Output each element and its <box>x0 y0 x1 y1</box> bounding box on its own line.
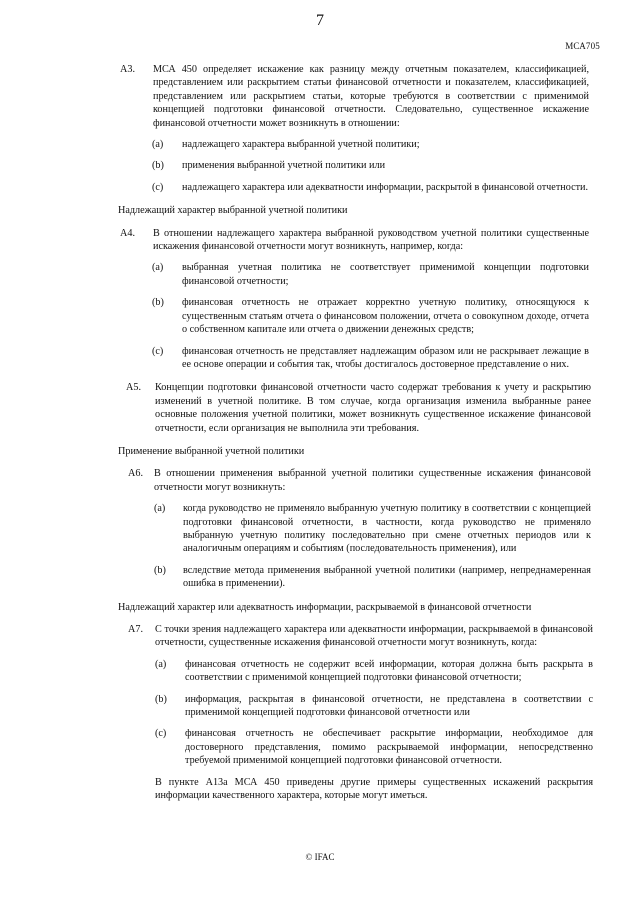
list-item <box>0 658 640 685</box>
item-text: финансовая отчетность не содержит всей информации, которая должна быть раскрыта в соответствии с применимой концепцией подготовки финансовой отчетности; <box>185 658 593 684</box>
section-heading: Применение выбранной учетной политики <box>118 445 305 457</box>
paragraph-text: В отношении применения выбранной учетной политики существенные искажения финансовой отчетности могут возникнуть: <box>154 468 591 493</box>
page-number: 7 <box>316 12 324 29</box>
list-item <box>0 502 640 556</box>
item-text: выбранная учетная политика не соответствует применимой концепции подготовки финансовой отчетности; <box>182 262 589 287</box>
paragraph-text: С точки зрения надлежащего характера или адекватности информации, раскрываемой в финансовой отчетности, существенные искажения финансовой отчетности могут возникнуть, когда: <box>155 624 593 649</box>
paragraph-text: В отношении надлежащего характера выбранной руководством учетной политики существенные искажения финансовой отчетности могут возникнуть, например, когда: <box>153 227 589 253</box>
item-label: (b) <box>152 297 164 309</box>
paragraph-number: A3. <box>120 64 135 75</box>
paragraph-a3 <box>0 63 640 194</box>
list-item <box>0 693 640 720</box>
list-item <box>0 261 640 288</box>
item-text: финансовая отчетность не обеспечивает раскрытие информации, необходимое для достоверного представления, помимо раскрываемой информации, непосредственно требуемой применимой концепцией подготовки финансовой отчетности. <box>185 728 593 767</box>
item-text: финансовая отчетность не отражает корректно учетную политику, относящуюся к существенным статьям отчета о финансовом положении, отчета о совокупном доходе, отчета о собственном капитале или отчета о движении денежных средств; <box>182 297 589 336</box>
section-heading: Надлежащий характер выбранной учетной политики <box>118 205 348 217</box>
paragraph-a7 <box>0 623 640 802</box>
item-text: применения выбранной учетной политики или <box>182 160 386 172</box>
paragraph-a6 <box>0 467 640 590</box>
list-item <box>0 727 640 767</box>
section-heading: Надлежащий характер или адекватность информации, раскрываемой в финансовой отчетности <box>118 601 532 613</box>
item-text: надлежащего характера выбранной учетной политики; <box>182 139 420 151</box>
item-label: (b) <box>152 160 164 172</box>
item-text: вследствие метода применения выбранной учетной политики (например, непреднамеренная ошибка в применении). <box>183 564 591 590</box>
item-text: когда руководство не применяло выбранную учетную политику в соответствии с концепцией подготовки финансовой отчетности, в частности, когда руководство не применяло выбранную учетную политику последовательно при смене отчетных периодов или к аналогичным операциям и событиям (последовательность применения), или <box>183 503 591 555</box>
item-label: (c) <box>155 728 167 740</box>
paragraph-number: A6. <box>128 468 143 480</box>
item-text: финансовая отчетность не представляет надлежащим образом или не раскрывает лежащие в ее основе операции и события так, чтобы достигалось достоверное представление о них. <box>182 345 589 370</box>
list-item <box>0 138 640 151</box>
item-label: (a) <box>155 658 167 670</box>
paragraph-a5 <box>0 381 640 435</box>
list-item <box>0 159 640 172</box>
paragraph-a4 <box>0 227 640 372</box>
item-list <box>0 261 640 371</box>
item-label: (c) <box>152 181 164 193</box>
item-label: (a) <box>154 503 166 515</box>
list-item <box>0 181 640 194</box>
item-list <box>0 138 640 194</box>
item-label: (a) <box>152 139 164 151</box>
paragraph-note: В пункте A13a МСА 450 приведены другие примеры существенных искажений раскрытия информации качественного характера, которые могут иметься. <box>155 776 593 802</box>
list-item <box>0 564 640 591</box>
paragraph-number: A5. <box>126 382 141 394</box>
item-text: надлежащего характера или адекватности информации, раскрытой в финансовой отчетности. <box>182 181 589 193</box>
list-item <box>0 345 640 372</box>
item-text: информация, раскрытая в финансовой отчетности, не представлена в соответствии с применимой концепцией подготовки финансовой отчетности или <box>185 693 593 719</box>
paragraph-number: A7. <box>128 624 143 635</box>
item-list <box>0 502 640 590</box>
document-code: МСА705 <box>565 41 600 51</box>
item-label: (c) <box>152 345 164 357</box>
list-item <box>0 296 640 336</box>
paragraph-text: МСА 450 определяет искажение как разницу между отчетным показателем, классификацией, представлением или раскрытием статьи финансовой отчетности и показателем, классификацией, представлением или раскрытием статьи, которые требуются в соответствии с применимой концепцией подготовки финансовой отчетности. Следовательно, существенное искажение финансовой отчетности может возникнуть в отношении: <box>153 64 589 129</box>
paragraph-number: A4. <box>120 227 135 239</box>
paragraph-text: Концепции подготовки финансовой отчетности часто содержат требования к учету и раскрытию изменений в учетной политике. В том случае, когда организация изменила выбранные ранее основные положения учетной политики, может возникнуть существенное искажение финансовой отчетности, если организация не выполнила эти требования. <box>155 382 591 434</box>
item-label: (b) <box>155 693 167 705</box>
item-label: (a) <box>152 262 164 274</box>
document-body <box>0 63 640 812</box>
item-label: (b) <box>154 564 166 576</box>
item-list <box>0 658 640 768</box>
copyright-footer: © IFAC <box>305 852 335 862</box>
